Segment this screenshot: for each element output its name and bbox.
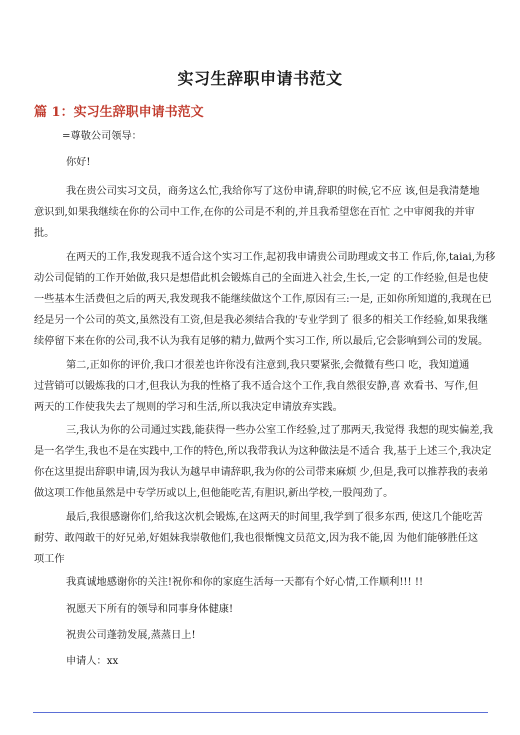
applicant-signature: 申请人：xx — [66, 656, 119, 667]
closing-wishes: 祝愿天下所有的领导和同事身体健康! — [66, 604, 234, 615]
paragraph-line: 耐劳、敢闯敢干的好兄弟,好姐妹我崇敬他们,我也很惭愧文员范文,因为我不能,因 为他们能够胜任这 — [34, 533, 479, 544]
paragraph-line: 项工作 — [34, 554, 65, 565]
paragraph-3 — [34, 359, 490, 422]
paragraph-line: 一些基本生活费但之后的两天,我发现我不能继续做这个工作,原因有三:一是, 正如你所知道的,我现在已 — [34, 294, 492, 305]
paragraph-line: 我在贵公司实习文员，商务这么忙,我给你写了这份申请,辞职的时候,它不应 该,但是我清楚地 — [66, 186, 480, 197]
paragraph-line: 第二,正如你的评价,我口才很差也许你没有注意到,我只要紧张,会微微有些口 吃，我知道通 — [66, 360, 470, 371]
paragraph-line: 过营销可以锻炼我的口才,但我认为我的性格了我不适合这个工作,我自然很安静,喜 欢看书、写作,但 — [34, 381, 479, 392]
paragraph-4 — [34, 424, 493, 508]
bottom-divider — [33, 712, 488, 713]
document-title: 实习生辞职申请书范文 — [177, 69, 343, 88]
paragraph-line: 意识到,如果我继续在你的公司中工作,在你的公司是不利的,并且我希望您在百忙 之中审阅我的并审 — [34, 207, 475, 218]
salutation: =尊敬公司领导： — [62, 131, 142, 142]
paragraph-line: 经是另一个公司的英文,虽然没有工资,但是我必须结合我的'专业学到了 很多的相关工作经验,如果我继 — [34, 315, 488, 326]
paragraph-line: 是一名学生,我也不是在实践中,工作的特色,所以我带我认为这种做法是不适合 我,基于上述三个,我决定 — [34, 446, 492, 457]
paragraph-5 — [34, 511, 490, 574]
paragraph-line: 批。 — [34, 228, 55, 239]
closing-blessing: 祝贵公司蓬勃发展,蒸蒸日上! — [66, 630, 196, 641]
paragraph-line: 续停留下来在你的公司,我不认为我有足够的精力,做两个实习工作, 所以最后,它会影响到公司的发展。 — [34, 336, 489, 347]
section-heading: 篇 1：实习生辞职申请书范文 — [34, 105, 204, 120]
closing-thanks: 我真诚地感谢你的关注!祝你和你的家庭生活每一天都有个好心情,工作顺利!!! !! — [66, 577, 424, 588]
greeting: 你好! — [66, 157, 91, 168]
paragraph-2 — [34, 251, 496, 356]
paragraph-line: 两天的工作使我失去了规则的学习和生活,所以我决定申请放弃实践。 — [34, 402, 343, 413]
paragraph-line: 做这项工作他虽然是中专学历或以上,但他能吃苦,有胆识,新出学校,一股闯劲了。 — [34, 488, 394, 499]
paragraph-line: 动公司促销的工作开始做,我只是想借此机会锻炼自己的全面进入社会,生长,一定 的工作经验,但是也使 — [34, 273, 489, 284]
paragraph-line: 三,我认为你的公司通过实践,能获得一些办公室工作经验,过了那两天,我觉得 我想的现实偏差,我 — [66, 425, 493, 436]
paragraph-line: 你在这里提出辞职申请,因为我认为越早申请辞职,我为你的公司带来麻烦 少,但是,我可以推荐我的表弟 — [34, 467, 489, 478]
paragraph-line: 最后,我很感谢你们,给我这次机会锻炼,在这两天的时间里,我学到了很多东西, 使这几个能吃苦 — [66, 512, 483, 523]
paragraph-1 — [34, 185, 490, 248]
paragraph-line: 在两天的工作,我发现我不适合这个实习工作,起初我申请贵公司助理或文书工 作后,你,taiai,为移 — [66, 252, 496, 263]
